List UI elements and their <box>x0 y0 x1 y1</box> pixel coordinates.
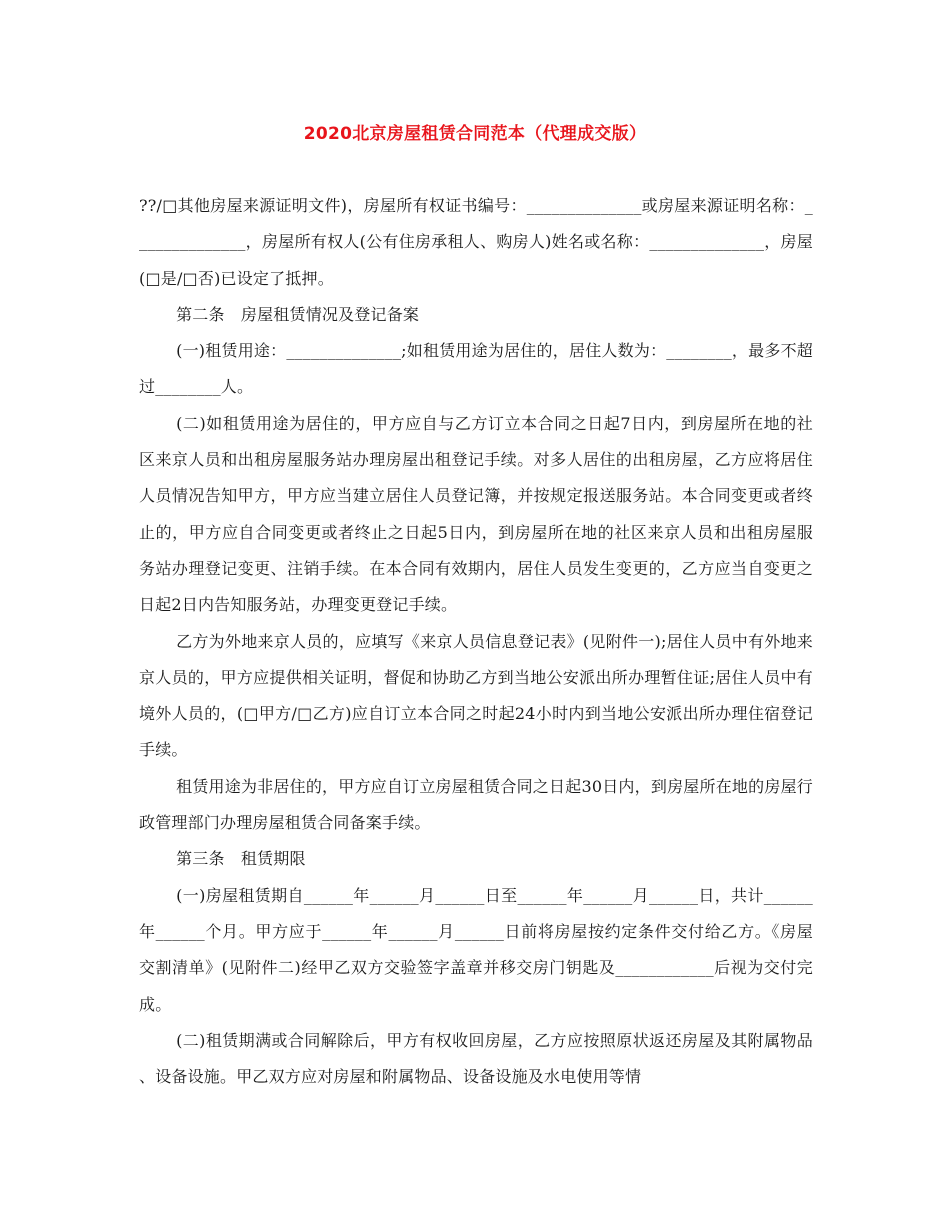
paragraph-nonresidential-filing: 租赁用途为非居住的，甲方应自订立房屋租赁合同之日起30日内，到房屋所在地的房屋行政管理部门办理房屋租赁合同备案手续。 <box>139 776 813 833</box>
paragraph-lease-expiry: (二)租赁期满或合同解除后，甲方有权收回房屋，乙方应按照原状返还房屋及其附属物品、设备设施。甲乙双方应对房屋和附属物品、设备设施及水电使用等情 <box>139 1030 813 1087</box>
paragraph-lease-purpose: (一)租赁用途：______________;如租赁用途为居住的，居住人数为：________，最多不超过________人。 <box>139 341 813 397</box>
paragraph-residence-registration: (二)如租赁用途为居住的，甲方应自与乙方订立本合同之日起7日内，到房屋所在地的社区来京人员和出租房屋服务站办理房屋出租登记手续。对多人居住的出租房屋，乙方应将居住人员情况告知甲方，甲方应当建立居住人员登记簿，并按规定报送服务站。本合同变更或者终止的，甲方应自合同变更或者终止之日起5日内，到房屋所在地的社区来京人员和出租房屋服务站办理登记变更、注销手续。在本合同有效期内，居住人员发生变更的，乙方应当自变更之日起2日内告知服务站，办理变更登记手续。 <box>139 413 813 615</box>
section-heading-article-3: 第三条 租赁期限 <box>176 849 306 869</box>
paragraph-ownership-continuation: ??/□其他房屋来源证明文件)，房屋所有权证书编号：______________或房屋来源证明名称：______________，房屋所有权人(公有住房承租人、购房人)姓名或名称：______________，房屋(□是/□否)已设定了抵押。 <box>139 196 813 288</box>
document-title: 2020北京房屋租赁合同范本（代理成交版） <box>303 124 647 144</box>
paragraph-lease-term: (一)房屋租赁期自______年______月______日至______年______月______日，共计______年______个月。甲方应于______年______月______日前将房屋按约定条件交付给乙方。《房屋交割清单》(见附件二)经甲乙双方交验签字盖章并移交房门钥匙及____________后视为交付完成。 <box>139 885 813 1014</box>
section-heading-article-2: 第二条 房屋租赁情况及登记备案 <box>176 304 420 324</box>
document-body <box>139 188 813 1095</box>
paragraph-nonlocal-residents: 乙方为外地来京人员的，应填写《来京人员信息登记表》(见附件一);居住人员中有外地来京人员的，甲方应提供相关证明，督促和协助乙方到当地公安派出所办理暂住证;居住人员中有境外人员的，(□甲方/□乙方)应自订立本合同之时起24小时内到当地公安派出所办理住宿登记手续。 <box>139 631 813 760</box>
